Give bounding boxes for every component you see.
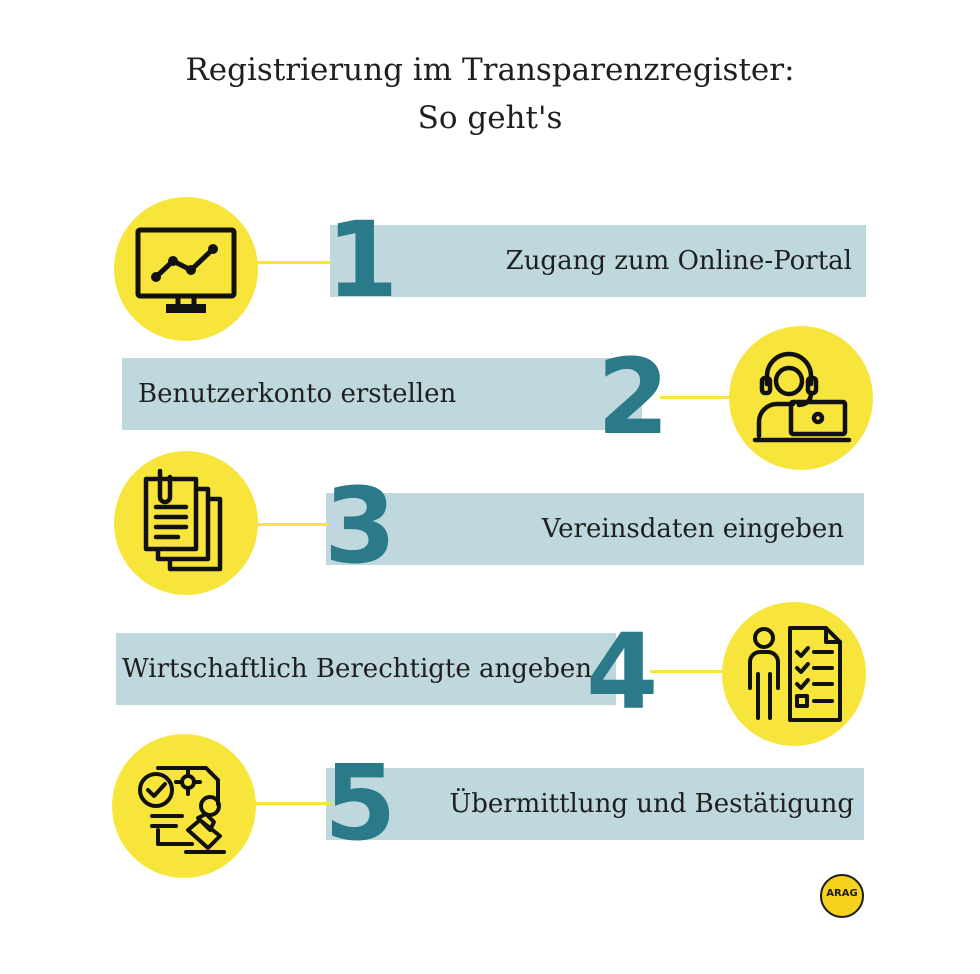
step-3-band	[326, 493, 864, 565]
title-line-2: So geht's	[417, 100, 563, 136]
step-4-band	[116, 633, 616, 705]
person-checklist-icon	[722, 602, 866, 746]
step-3-number: 3	[324, 465, 397, 587]
step-4-label: Wirtschaftlich Berechtigte angeben	[122, 654, 593, 684]
step-3-connector	[250, 523, 330, 526]
step-2-number: 2	[597, 336, 670, 458]
step-5-connector	[250, 802, 330, 805]
page-title	[0, 46, 980, 142]
stamp-document-icon	[112, 734, 256, 878]
step-5-icon-circle	[112, 734, 256, 878]
step-1-band	[330, 225, 866, 297]
step-3-label: Vereinsdaten eingeben	[541, 514, 844, 544]
arag-logo	[820, 874, 864, 918]
step-2-icon-circle	[729, 326, 873, 470]
title-line-1: Registrierung im Transparenzregister:	[185, 52, 795, 88]
step-2-band	[122, 358, 642, 430]
step-3-icon-circle	[114, 451, 258, 595]
step-4-icon-circle	[722, 602, 866, 746]
step-5-label: Übermittlung und Bestätigung	[449, 789, 854, 819]
arag-logo-text: ARAG	[826, 888, 858, 899]
monitor-chart-icon	[114, 197, 258, 341]
step-5-number: 5	[324, 742, 397, 864]
step-4-connector	[650, 670, 730, 673]
step-1-icon-circle	[114, 197, 258, 341]
headset-laptop-icon	[729, 326, 873, 470]
step-5-band	[326, 768, 864, 840]
step-1-label: Zugang zum Online-Portal	[505, 246, 852, 276]
step-1-connector	[250, 261, 330, 264]
step-1-number: 1	[326, 199, 399, 321]
step-2-label: Benutzerkonto erstellen	[138, 379, 457, 409]
step-4-number: 4	[586, 611, 659, 733]
documents-clip-icon	[114, 451, 258, 595]
step-2-connector	[660, 396, 740, 399]
